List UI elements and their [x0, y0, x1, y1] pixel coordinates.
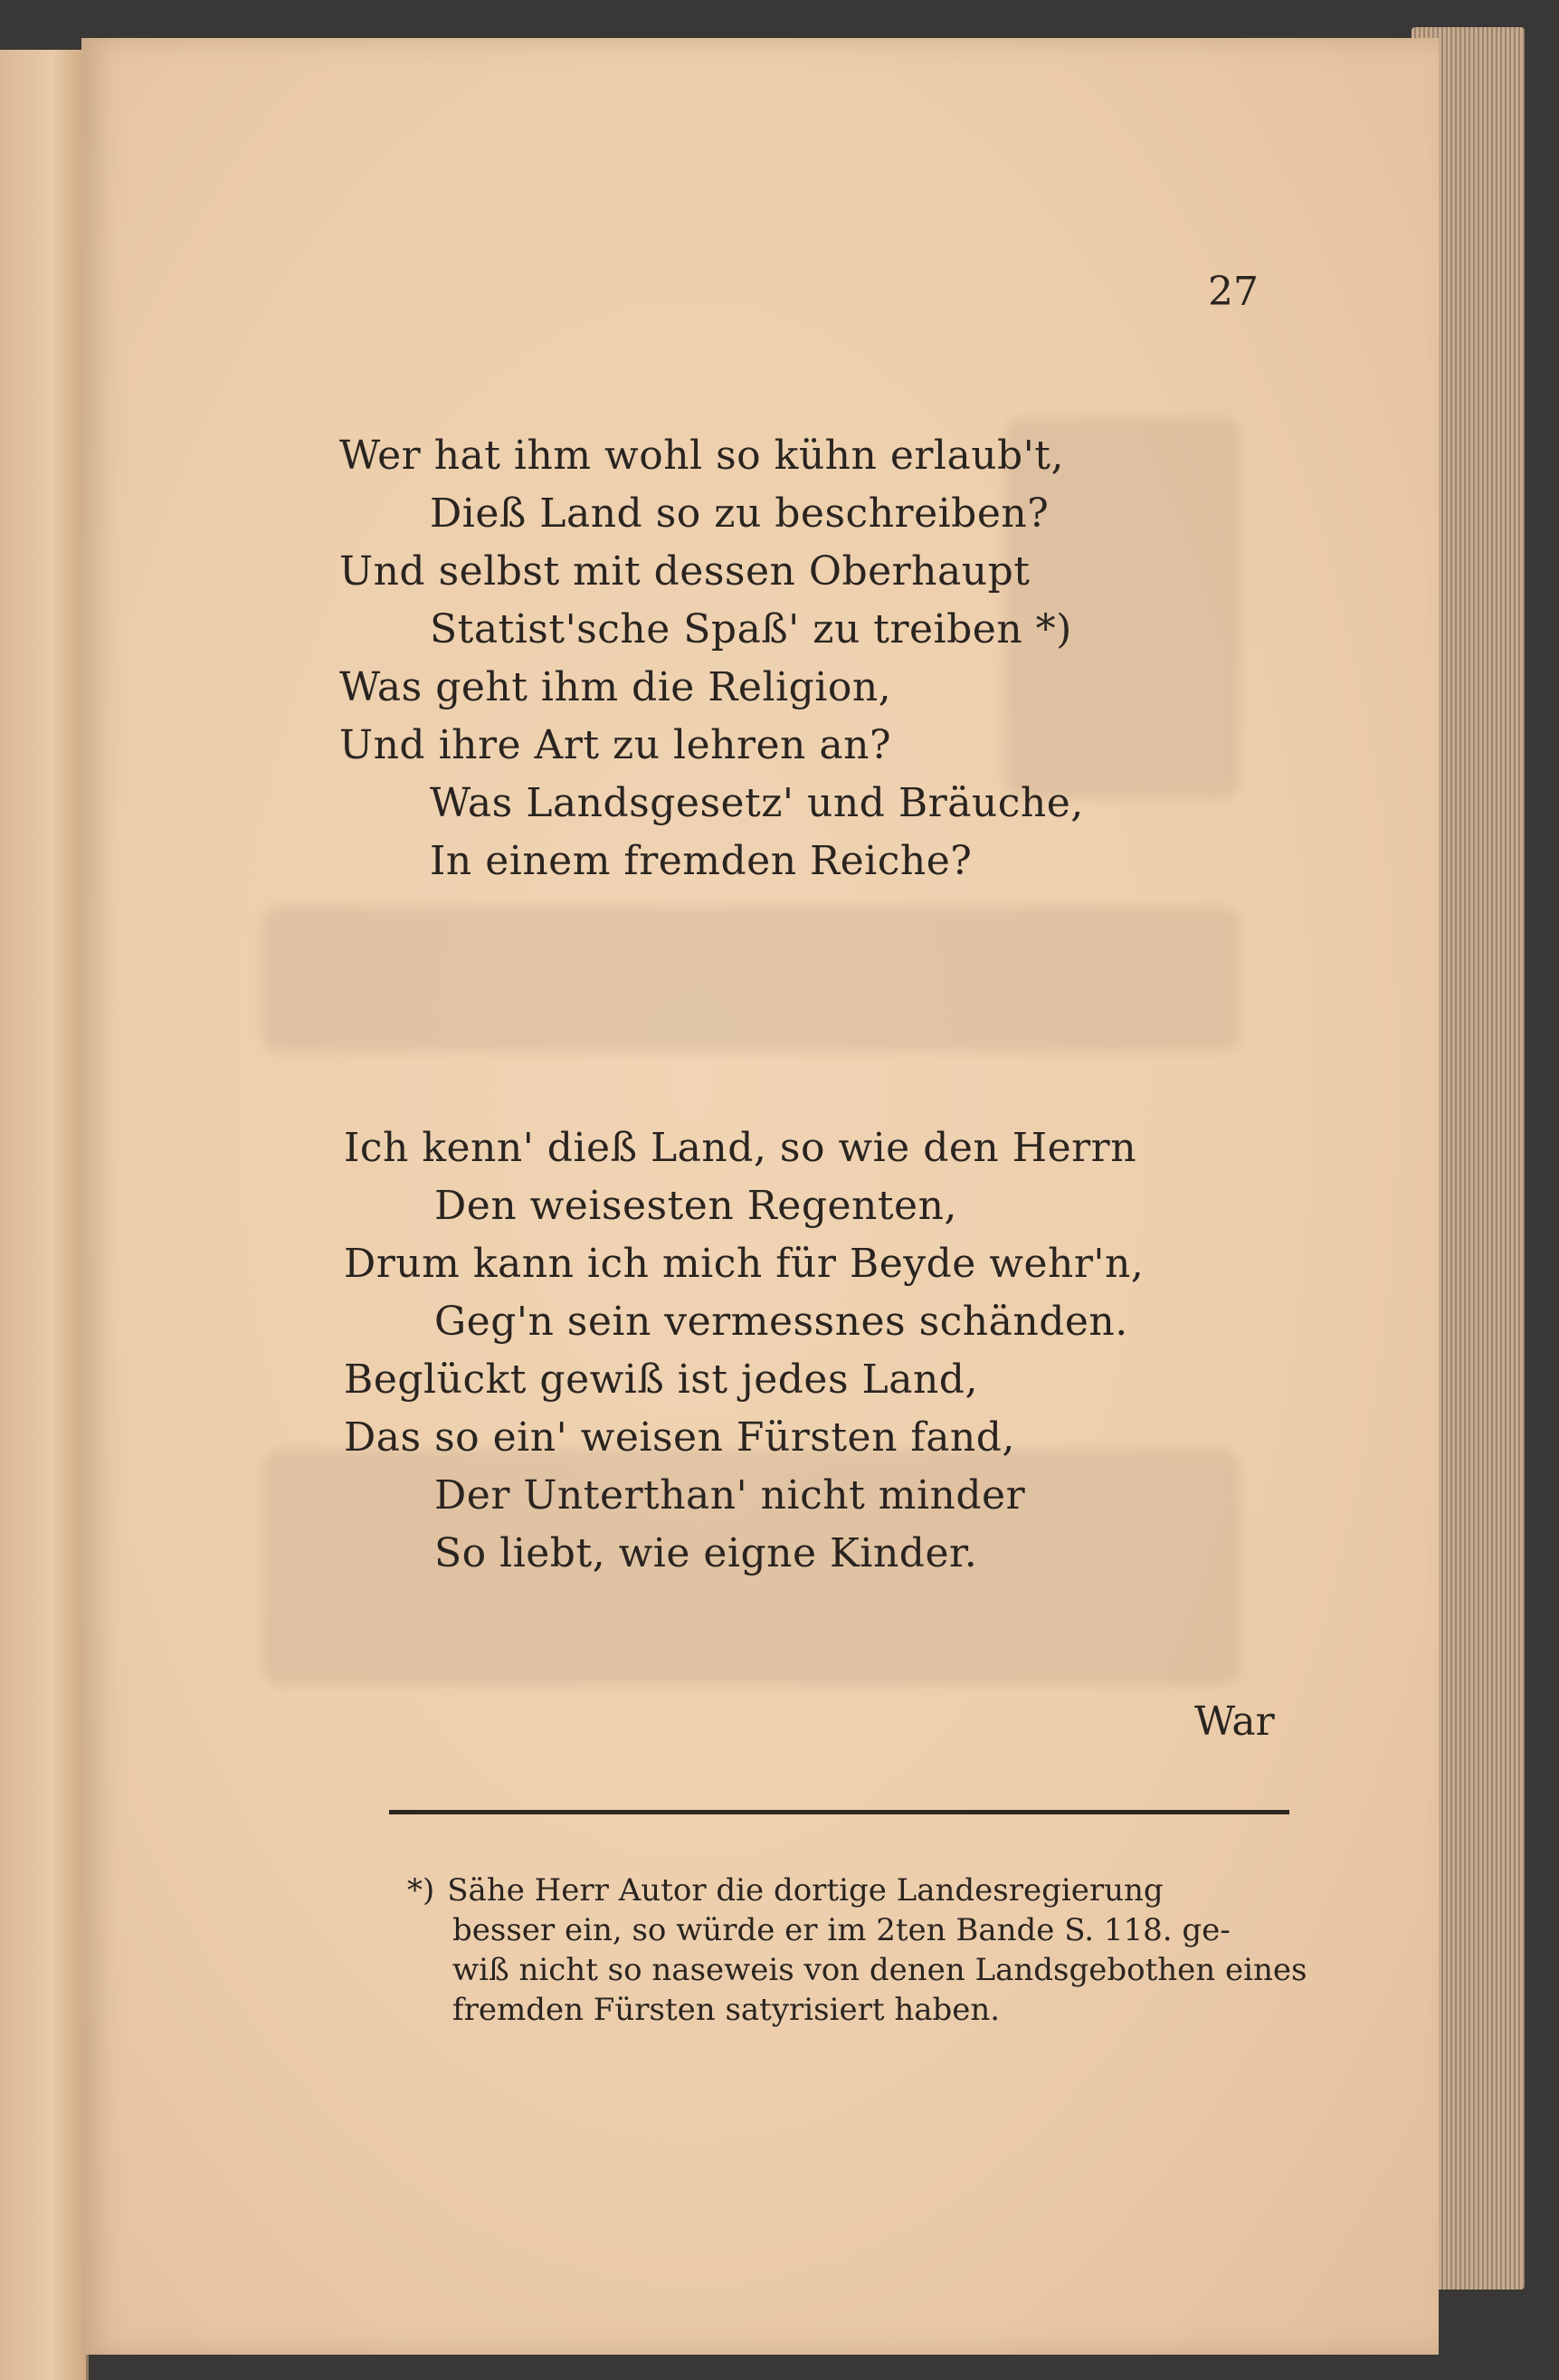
footnote-text: Sähe Herr Autor die dortige Landesregierung — [447, 1872, 1164, 1909]
verse-line: Geg'n sein vermessnes schänden. — [434, 1299, 1128, 1345]
footnote-line: wiß nicht so naseweis von denen Landsgebothen eines — [452, 1952, 1307, 1988]
footnote-rule — [389, 1810, 1289, 1814]
verse-line: Der Unterthan' nicht minder — [434, 1472, 1026, 1518]
verse-line: Das so ein' weisen Fürsten fand, — [344, 1414, 1015, 1461]
footnote — [407, 1871, 1348, 2030]
show-through-shadow — [262, 907, 1240, 1052]
footnote-line — [407, 1871, 1348, 1910]
footnote-mark: *) — [407, 1872, 435, 1909]
verse-line: Und selbst mit dessen Oberhaupt — [339, 548, 1031, 595]
catchword: War — [1194, 1699, 1275, 1745]
verse-line: In einem fremden Reiche? — [430, 838, 973, 884]
verse-line: Den weisesten Regenten, — [434, 1183, 957, 1229]
verse-line: Was geht ihm die Religion, — [339, 664, 892, 710]
verse-line: Ich kenn' dieß Land, so wie den Herrn — [344, 1125, 1137, 1171]
page-number: 27 — [1208, 269, 1259, 315]
verse-line: So liebt, wie eigne Kinder. — [434, 1530, 978, 1576]
book-page — [81, 38, 1439, 2355]
footnote-line: fremden Fürsten satyrisiert haben. — [452, 1992, 1001, 2028]
footnote-line: besser ein, so würde er im 2ten Bande S. 118. ge- — [452, 1912, 1231, 1948]
verse-line: Wer hat ihm wohl so kühn erlaub't, — [339, 433, 1064, 479]
stanza-1 — [339, 427, 1084, 890]
verse-line: Drum kann ich mich für Beyde wehr'n, — [344, 1241, 1145, 1287]
facing-page-edge — [0, 50, 89, 2380]
verse-line: Was Landsgesetz' und Bräuche, — [430, 780, 1084, 826]
verse-line: Statist'sche Spaß' zu treiben *) — [430, 606, 1072, 652]
verse-line: Beglückt gewiß ist jedes Land, — [344, 1357, 978, 1403]
stanza-2 — [344, 1119, 1144, 1583]
verse-line: Und ihre Art zu lehren an? — [339, 722, 892, 768]
verse-line: Dieß Land so zu beschreiben? — [430, 490, 1050, 537]
